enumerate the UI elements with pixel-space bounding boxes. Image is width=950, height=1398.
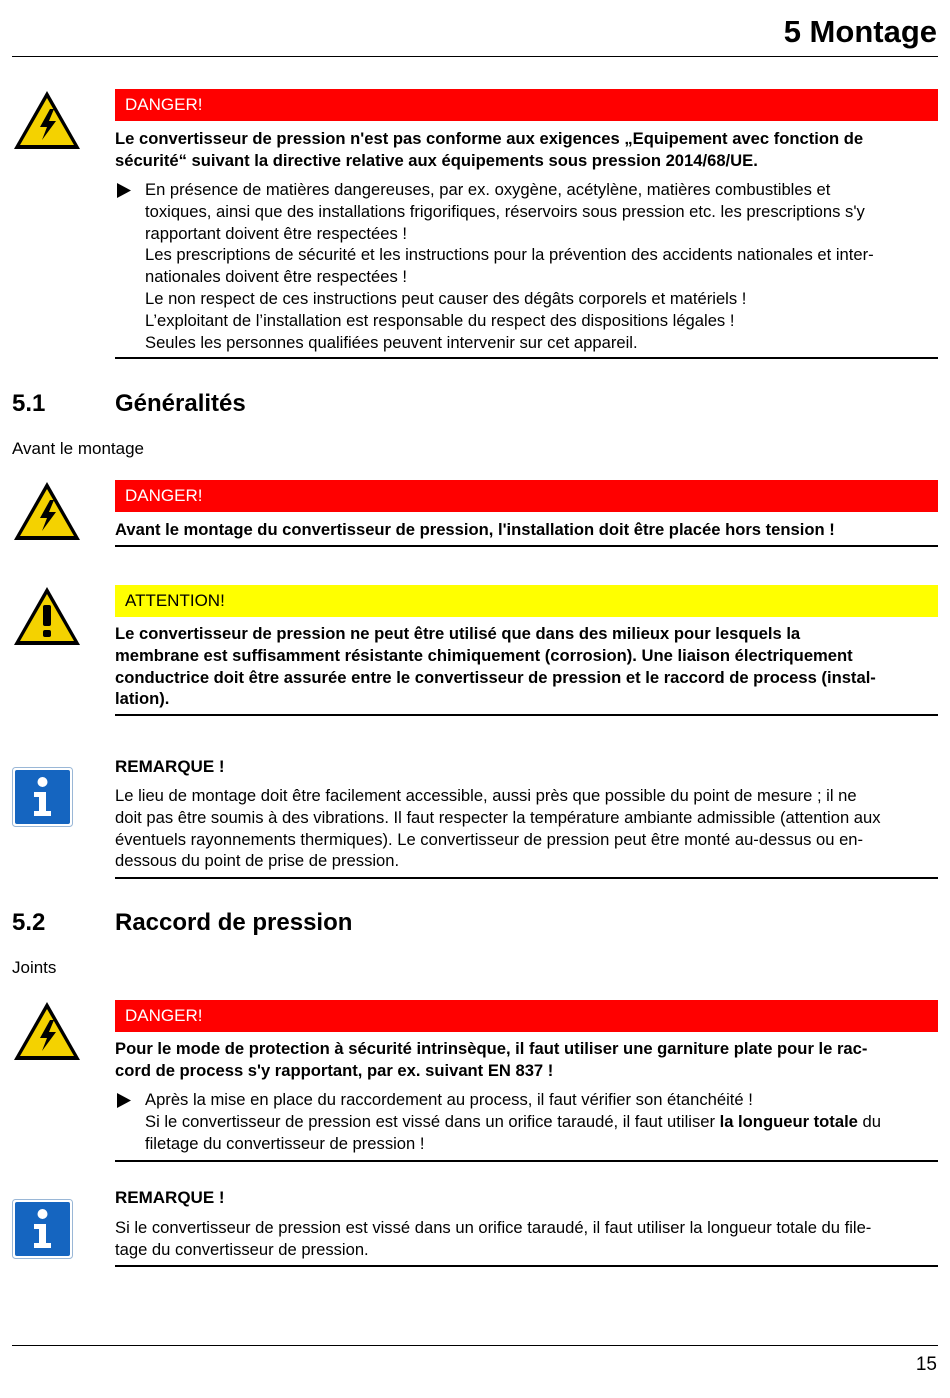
info-icon: [12, 767, 73, 832]
remark-label: REMARQUE !: [115, 1188, 225, 1207]
danger-label: DANGER!: [115, 1000, 938, 1032]
info-icon: [12, 1199, 73, 1264]
bullet-arrow-icon: [117, 182, 131, 204]
section-number: 5.2: [12, 909, 46, 936]
remark-text: Le lieu de montage doit être facilement accessible, aussi près que possible du point de mesure ; il ne doit pas être soumis à des vibrations. Il faut respecter la température ambiante admissible (attention aux éventuels rayonnements thermiques). Le convertisseur de pression peut être monté au-dessus ou en- dessous du point de prise de pression.: [115, 786, 881, 871]
divider: [115, 545, 938, 547]
danger-lead-text: Pour le mode de protection à sécurité intrinsèque, il faut utiliser une garniture plate pour le rac- cord de process s'y rapportant, par ex. suivant EN 837 !: [115, 1039, 868, 1080]
divider: [115, 877, 938, 879]
danger-bullet-list: Après la mise en place du raccordement au process, il faut vérifier son étanchéité ! Si le convertisseur de pression est vissé dans un orifice taraudé, il faut utiliser la longueur totale du filetage du convertisseur de pression !: [115, 1089, 938, 1154]
section-title: Généralités: [115, 390, 246, 417]
general-warning-icon: [12, 585, 82, 652]
section-title: Raccord de pression: [115, 909, 353, 936]
danger-lead-text: Le convertisseur de pression n'est pas conforme aux exigences „Equipement avec fonction de sécurité“ suivant la directive relative aux équipements sous pression 2014/68/UE.: [115, 129, 864, 170]
header-rule: [12, 56, 938, 57]
page-number: 15: [915, 1354, 937, 1375]
divider: [115, 714, 938, 716]
subheading: Avant le montage: [12, 439, 144, 458]
attention-label: ATTENTION!: [115, 585, 938, 617]
section-number: 5.1: [12, 390, 46, 417]
attention-text: Le convertisseur de pression ne peut être utilisé que dans des milieux pour lesquels la membrane est suffisamment résistante chimiquement (corrosion). Une liaison électriquement conductrice doit être assurée entre le convertisseur de pression et le raccord de process (instal- lation).: [115, 624, 876, 709]
danger-label: DANGER!: [115, 89, 938, 121]
divider: [115, 1265, 938, 1267]
danger-bullet-list: En présence de matières dangereuses, par ex. oxygène, acétylène, matières combustibles et toxiques, ainsi que des installations frigorifiques, réservoirs sous pression etc. les prescriptions s'y rapportant doivent être respectées ! Les prescriptions de sécurité et les instructions pour la prévention des accidents nationales et inter- nationales doivent être respectées ! Le non respect de ces instructions peut causer des dégâts corporels et matériels ! L’exploitant de l’installation est responsable du respect des dispositions légales ! Seules les personnes qualifiées peuvent intervenir sur cet appareil.: [115, 179, 938, 353]
remark-text: Si le convertisseur de pression est vissé dans un orifice taraudé, il faut utiliser la longueur totale du file- tage du convertisseur de pression.: [115, 1218, 872, 1259]
high-voltage-warning-icon: [12, 480, 82, 547]
high-voltage-warning-icon: [12, 1000, 82, 1067]
chapter-title: 5 Montage: [783, 14, 937, 49]
danger-text: Avant le montage du convertisseur de pression, l'installation doit être placée hors tension !: [115, 520, 835, 539]
bullet-arrow-icon: [117, 1092, 131, 1114]
divider: [115, 357, 938, 359]
footer-rule: [12, 1345, 938, 1346]
subheading: Joints: [12, 958, 57, 977]
divider: [115, 1160, 938, 1162]
remark-label: REMARQUE !: [115, 757, 225, 776]
high-voltage-warning-icon: [12, 89, 82, 156]
danger-label: DANGER!: [115, 480, 938, 512]
